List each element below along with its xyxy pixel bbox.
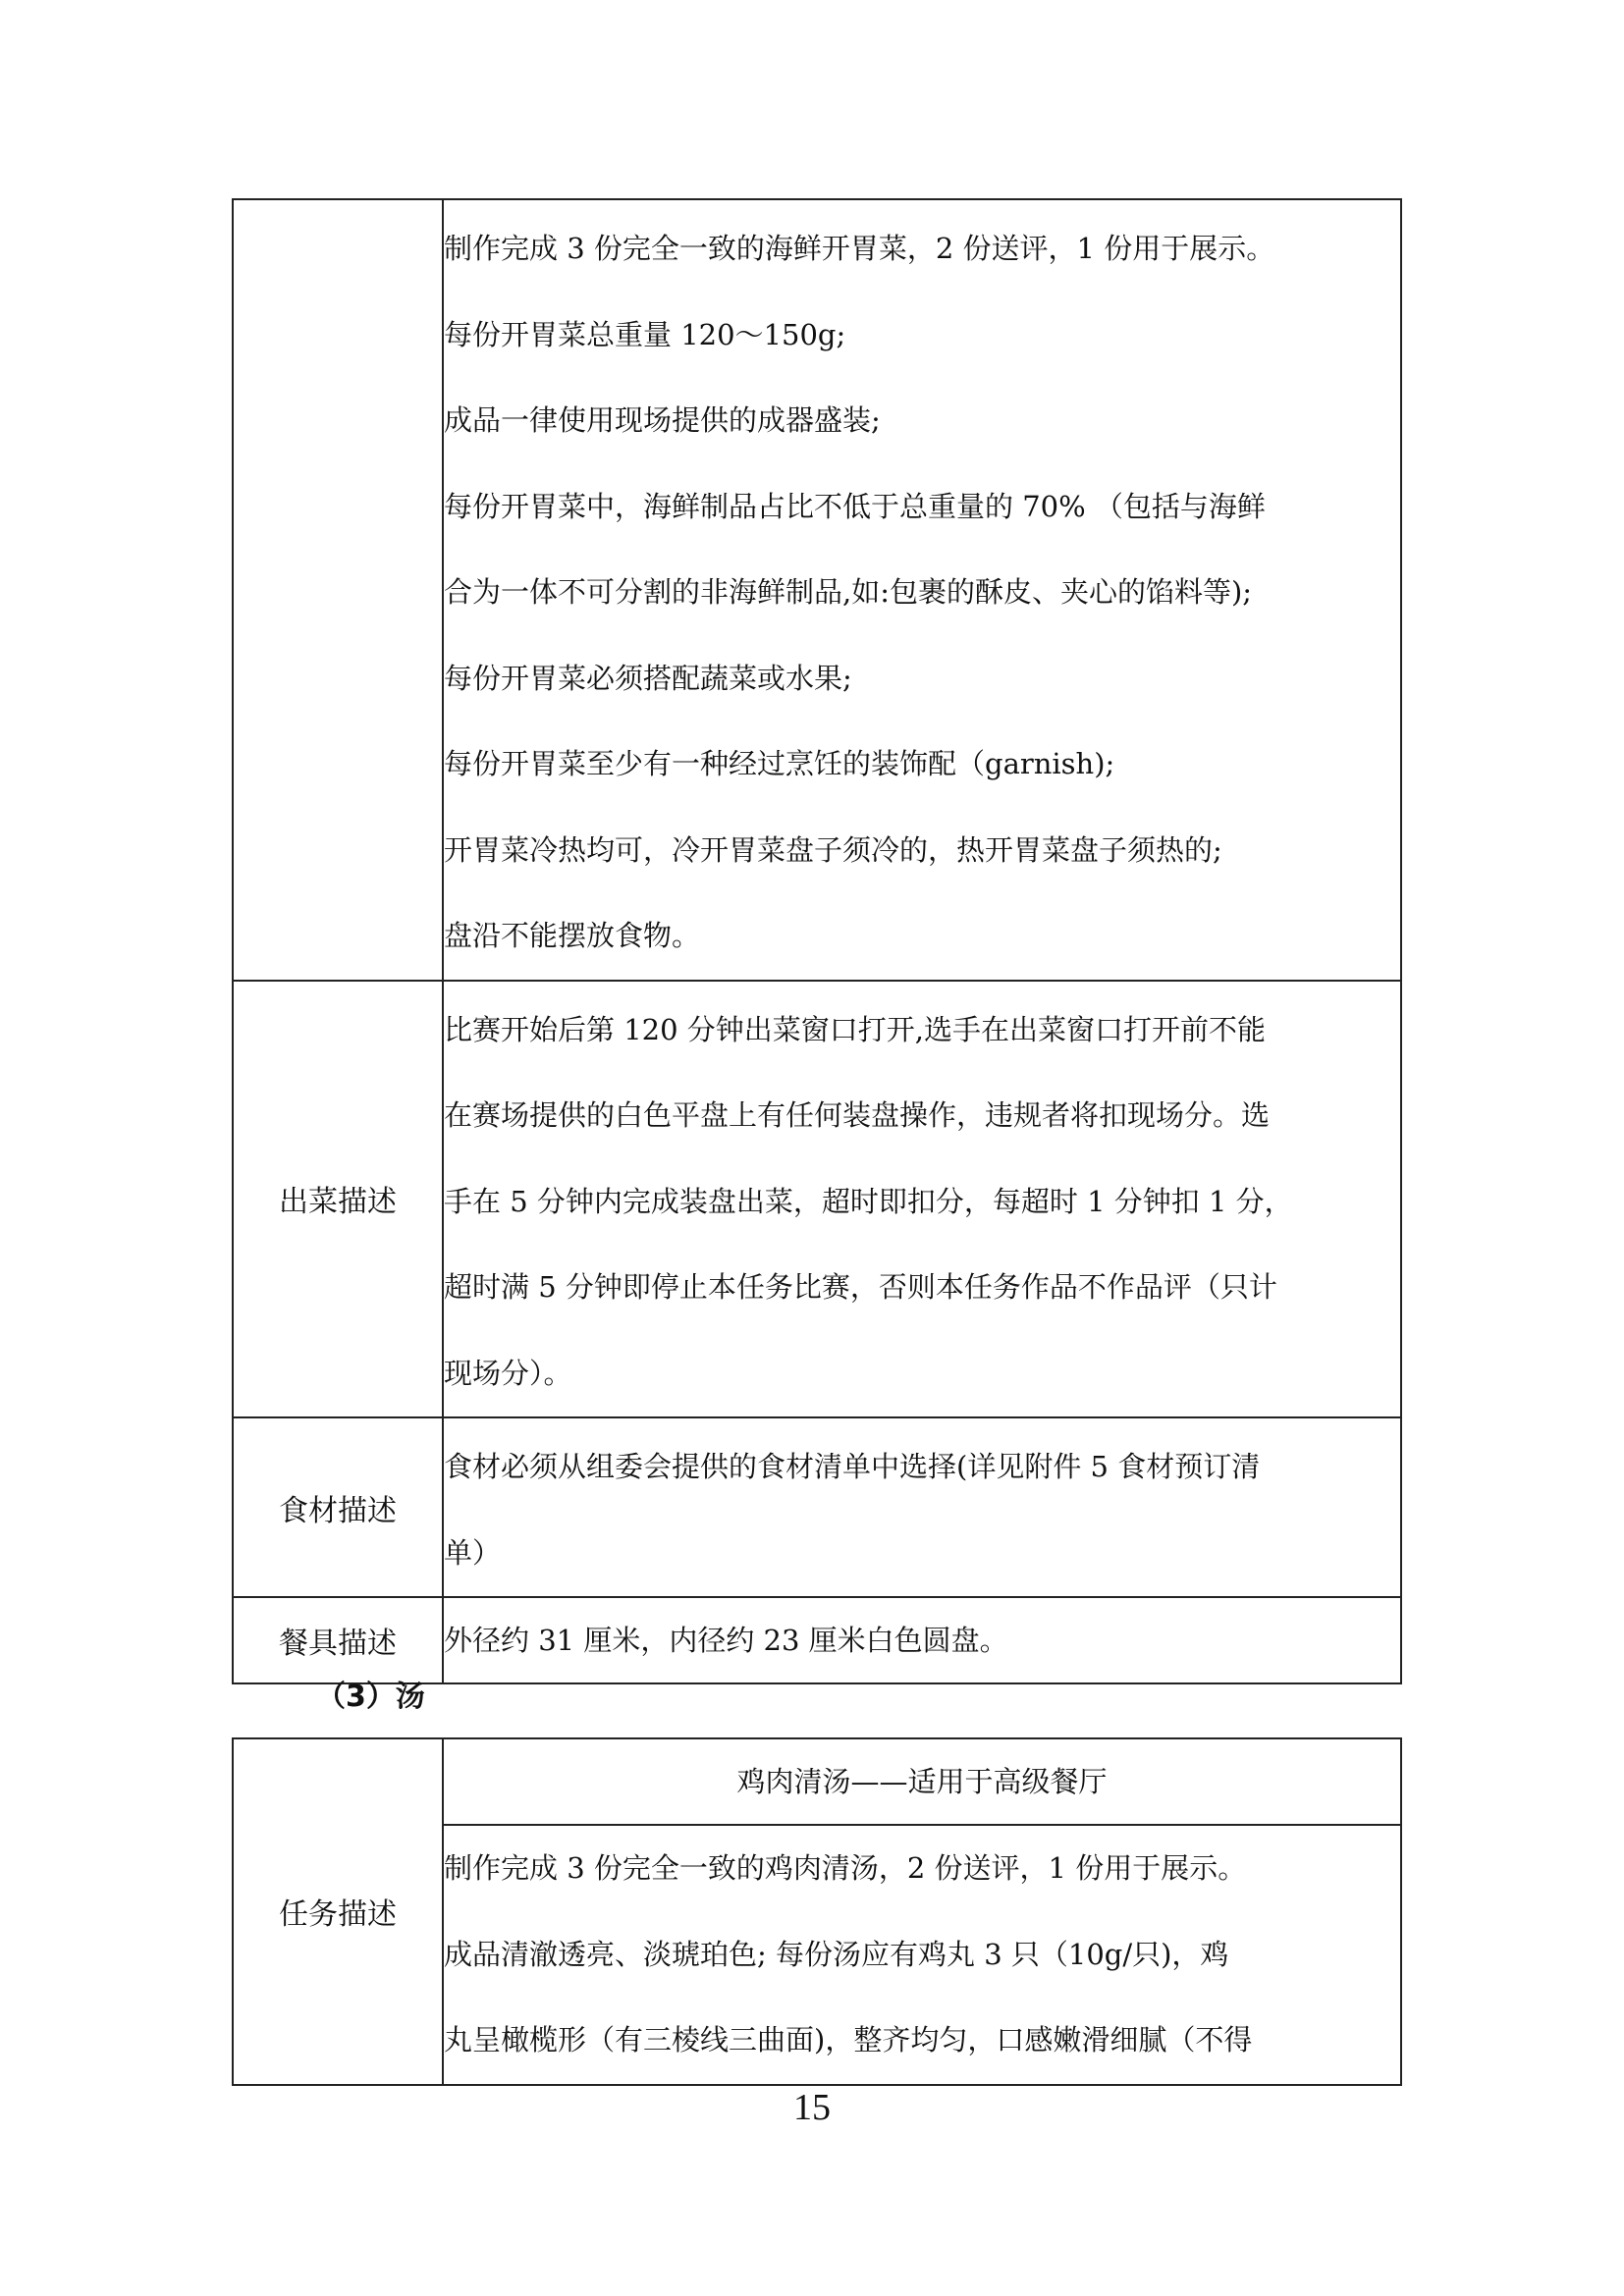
text-line: 每份开胃菜必须搭配蔬菜或水果; xyxy=(444,661,852,695)
task-content xyxy=(443,1825,1401,2085)
text-line: 合为一体不可分割的非海鲜制品,如:包裹的酥皮、夹心的馅料等); xyxy=(444,575,1253,609)
text-line: 丸呈橄榄形（有三棱线三曲面)，整齐均匀，口感嫩滑细腻（不得 xyxy=(444,2023,1253,2056)
table-row xyxy=(233,199,1401,981)
requirements-table xyxy=(232,198,1402,1684)
row-label-serving: 出菜描述 xyxy=(233,981,443,1418)
text-line: 每份开胃菜中，海鲜制品占比不低于总重量的 70% （包括与海鲜 xyxy=(444,489,1266,523)
text-line: 超时满 5 分钟即停止本任务比赛，否则本任务作品不作品评（只计 xyxy=(444,1270,1277,1304)
table-row xyxy=(233,1597,1401,1683)
text-line: 现场分）。 xyxy=(444,1356,572,1390)
text-line: 开胃菜冷热均可，冷开胃菜盘子须冷的，热开胃菜盘子须热的; xyxy=(444,832,1222,867)
text-line: 盘沿不能摆放食物。 xyxy=(444,919,701,952)
text-line: 每份开胃菜总重量 120～150g; xyxy=(444,317,846,351)
text-line: 比赛开始后第 120 分钟出菜窗口打开,选手在出菜窗口打开前不能 xyxy=(444,1012,1267,1046)
section-heading: （3）汤 xyxy=(316,1680,425,1714)
text-line: 成品一律使用现场提供的成器盛装; xyxy=(444,403,881,437)
page-number: 15 xyxy=(793,2087,831,2128)
table-row xyxy=(233,1417,1401,1597)
requirements-content xyxy=(443,199,1401,981)
row-label-task: 任务描述 xyxy=(233,1738,443,2085)
table-row xyxy=(233,1738,1401,1825)
text-line: 外径约 31 厘米，内径约 23 厘米白色圆盘。 xyxy=(444,1624,1008,1657)
text-line: 每份开胃菜至少有一种经过烹饪的装饰配（garnish); xyxy=(444,747,1115,780)
dish-title: 鸡肉清汤——适用于高级餐厅 xyxy=(443,1738,1401,1825)
serving-content xyxy=(443,981,1401,1418)
text-line: 手在 5 分钟内完成装盘出菜，超时即扣分，每超时 1 分钟扣 1 分， xyxy=(444,1184,1293,1218)
soup-table xyxy=(232,1737,1402,2086)
ingredients-content xyxy=(443,1417,1401,1597)
row-label xyxy=(233,199,443,981)
text-line: 成品清澈透亮、淡琥珀色; 每份汤应有鸡丸 3 只（10g/只)，鸡 xyxy=(444,1937,1229,1971)
text-line: 制作完成 3 份完全一致的鸡肉清汤，2 份送评，1 份用于展示。 xyxy=(444,1851,1247,1885)
row-label-ingredients: 食材描述 xyxy=(233,1417,443,1597)
text-line: 单） xyxy=(444,1535,502,1570)
text-line: 制作完成 3 份完全一致的海鲜开胃菜，2 份送评，1 份用于展示。 xyxy=(444,232,1275,265)
text-line: 在赛场提供的白色平盘上有任何装盘操作，违规者将扣现场分。选 xyxy=(444,1098,1271,1132)
table-row xyxy=(233,981,1401,1418)
row-label-tableware: 餐具描述 xyxy=(233,1597,443,1683)
text-line: 食材必须从组委会提供的食材清单中选择(详见附件 5 食材预订清 xyxy=(444,1450,1261,1483)
tableware-content xyxy=(443,1597,1401,1683)
